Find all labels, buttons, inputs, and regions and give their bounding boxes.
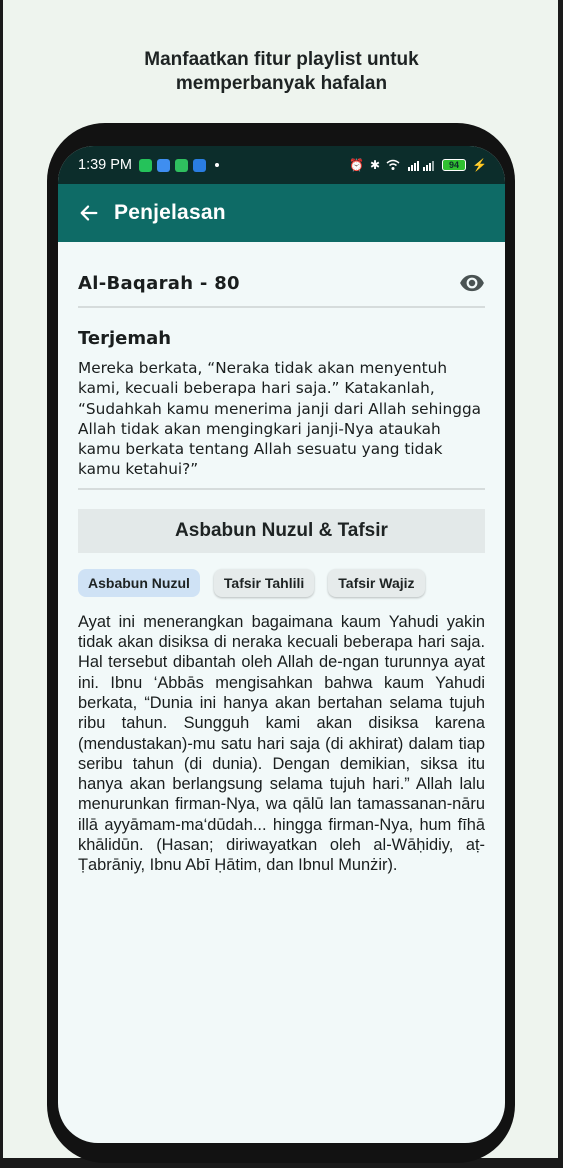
app-bar [58,184,505,242]
messenger-icon [157,159,170,172]
phone-screen [58,146,505,1143]
tab-tafsir-tahlili[interactable]: Tafsir Tahlili [214,569,314,597]
verse-header [78,242,485,308]
page-title: Penjelasan [114,201,226,224]
arrow-left-icon[interactable] [78,202,100,224]
tafsir-section-header: Asbabun Nuzul & Tafsir [78,509,485,553]
signal-icon [406,159,436,171]
status-bar [58,146,505,184]
eye-icon[interactable] [459,270,485,296]
promo-line-2: memperbanyak hafalan [175,73,388,94]
tafsir-body-text: Ayat ini menerangkan bagaimana kaum Yahudi yakin tidak akan disiksa di neraka kecuali beberapa hari saja. Hal tersebut dibantah oleh Allah de-ngan turunnya ayat ini. Ibnu ‘Abbās mengisahkan bahwa kaum Yahudi berkata, “Dunia ini hanya akan bertahan selama tujuh ribu tahun. Sungguh kami akan disiksa karena (mendustakan)-mu satu hari saja (di akhirat) dalam tiap seribu tahun (di dunia). Dengan demikian, siksa itu hanya akan berlangsung selama tujuh hari.” Allah lalu menurunkan firman-Nya, wa qālū lan tamassanan-nāru illā ayyāmam-ma‘dūdah... hingga firman-Nya, hum fīhā khālidūn. (Hasan; diriwayatkan oleh al-Wāḥidiy, aṭ-Ṭabrāniy, Ibnu Abī Ḥātim, dan Ibnul Munżir). [78,612,485,875]
battery-level: 94 [449,160,460,170]
chat-icon [175,159,188,172]
tab-tafsir-wajiz[interactable]: Tafsir Wajiz [328,569,424,597]
bluetooth-icon: ✱ [369,158,381,172]
tab-asbabun-nuzul[interactable]: Asbabun Nuzul [78,569,200,597]
translation-title: Terjemah [78,328,172,349]
main-content [58,242,505,876]
wifi-icon [386,159,400,171]
status-indicators [349,159,487,171]
promo-line-1: Manfaatkan fitur playlist untuk [144,49,419,70]
verse-reference: Al-Baqarah - 80 [78,272,240,294]
alarm-icon: ⏰ [349,158,364,172]
whatsapp-icon [139,159,152,172]
app-icon [193,159,206,172]
promo-caption [0,48,563,96]
battery-icon [442,159,466,171]
translation-text: Mereka berkata, “Neraka tidak akan menyentuh kami, kecuali beberapa hari saja.” Katakanlah, “Sudahkah kamu menerima janji dari Allah sehingga Allah tidak akan mengingkari janji-Nya ataukah kamu berkata tentang Allah sesuatu yang tidak kamu ketahui?” [78,358,485,490]
tafsir-tabs [78,569,485,597]
more-notifications-icon [215,163,219,167]
charging-icon: ⚡ [472,158,487,172]
status-time: 1:39 PM [78,157,132,173]
